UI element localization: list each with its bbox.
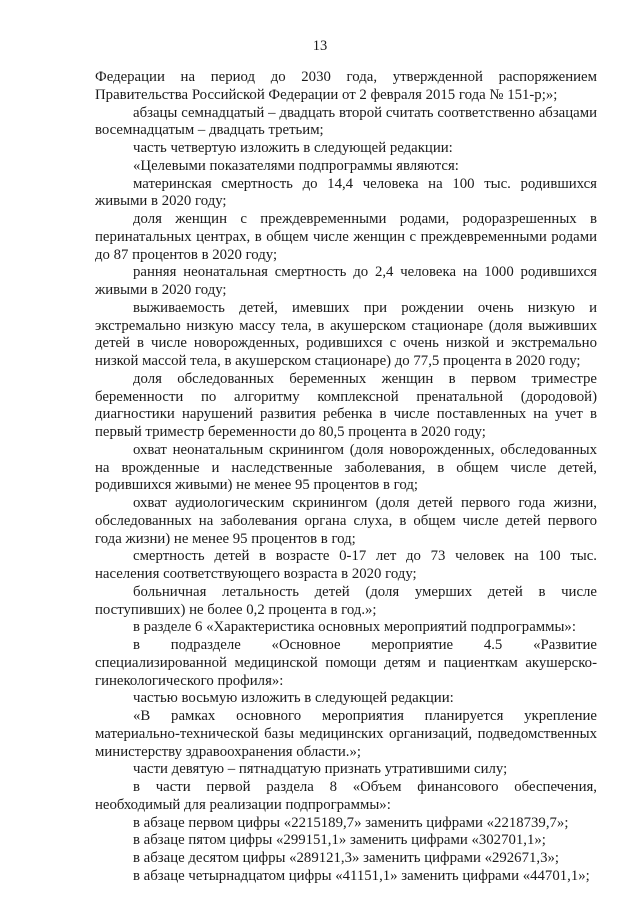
paragraph: абзацы семнадцатый – двадцать второй считать соответственно абзацами восемнадцатым – двадцать третьим; — [95, 104, 597, 139]
paragraph: в части первой раздела 8 «Объем финансового обеспечения, необходимый для реализации подпрограммы»: — [95, 779, 597, 813]
paragraph: в абзаце пятом цифры «299151,1» заменить цифрами «302701,1»; — [133, 832, 546, 849]
paragraph: «В рамках основного мероприятия планируется укрепление материально-технической базы медицинских организаций, подведомственных министерству здравоохранения области.»; — [95, 708, 597, 760]
paragraph: больничная летальность детей (доля умерших детей в числе поступивших) не более 0,2 процента в год.»; — [95, 583, 597, 618]
paragraph: в разделе 6 «Характеристика основных мероприятий подпрограммы»: — [133, 619, 576, 636]
paragraph: в абзаце первом цифры «2215189,7» заменить цифрами «2218739,7»; — [133, 814, 569, 831]
paragraph: в абзаце четырнадцатом цифры «41151,1» заменить цифрами «44701,1»; — [133, 867, 590, 884]
document-body — [95, 69, 597, 886]
page-number: 13 — [312, 38, 328, 54]
paragraph: охват аудиологическим скринингом (доля детей первого года жизни, обследованных на заболевания органа слуха, в общем числе детей первого года жизни) не менее 95 процентов в год; — [95, 495, 597, 547]
paragraph: частью восьмую изложить в следующей редакции: — [133, 690, 454, 707]
paragraph: части девятую – пятнадцатую признать утратившими силу; — [133, 761, 508, 778]
paragraph: смертность детей в возрасте 0-17 лет до 73 человек на 100 тыс. населения соответствующего возраста в 2020 году; — [95, 548, 597, 582]
paragraph: в подразделе «Основное мероприятие 4.5 «Развитие специализированной медицинской помощи детям и пациенткам акушерско-гинекологического профиля»: — [95, 637, 597, 689]
paragraph: «Целевыми показателями подпрограммы являются: — [133, 157, 459, 174]
paragraph: доля женщин с преждевременными родами, родоразрешенных в перинатальных центрах, в общем числе женщин с преждевременными родами до 87 процентов в 2020 году; — [95, 211, 597, 263]
paragraph: ранняя неонатальная смертность до 2,4 человека на 1000 родившихся живыми в 2020 году; — [95, 264, 597, 298]
paragraph: в абзаце десятом цифры «289121,3» заменить цифрами «292671,3»; — [133, 850, 559, 866]
paragraph: Федерации на период до 2030 года, утвержденной распоряжением Правительства Российской Федерации от 2 февраля 2015 года № 151-р;»; — [95, 69, 597, 103]
paragraph: доля обследованных беременных женщин в первом триместре беременности по алгоритму комплексной пренатальной (дородовой) диагностики нарушений развития ребенка в числе поставленных на учет в первый триместр беременности до 80,5 процента в 2020 году; — [95, 370, 597, 440]
paragraph: выживаемость детей, имевших при рождении очень низкую и экстремально низкую массу тела, в акушерском стационаре (доля выживших детей в числе новорожденных, родившихся с очень низкой и экстремально низкой массой тела, в акушерском стационаре) до 77,5 процента в 2020 году; — [95, 299, 597, 369]
paragraph: часть четвертую изложить в следующей редакции: — [133, 140, 453, 156]
paragraph: охват неонатальным скринингом (доля новорожденных, обследованных на врожденные и наследственные заболевания, в общем числе детей, родившихся живыми) не менее 95 процентов в год; — [95, 441, 597, 494]
paragraph: материнская смертность до 14,4 человека на 100 тыс. родившихся живыми в 2020 году; — [95, 175, 597, 210]
